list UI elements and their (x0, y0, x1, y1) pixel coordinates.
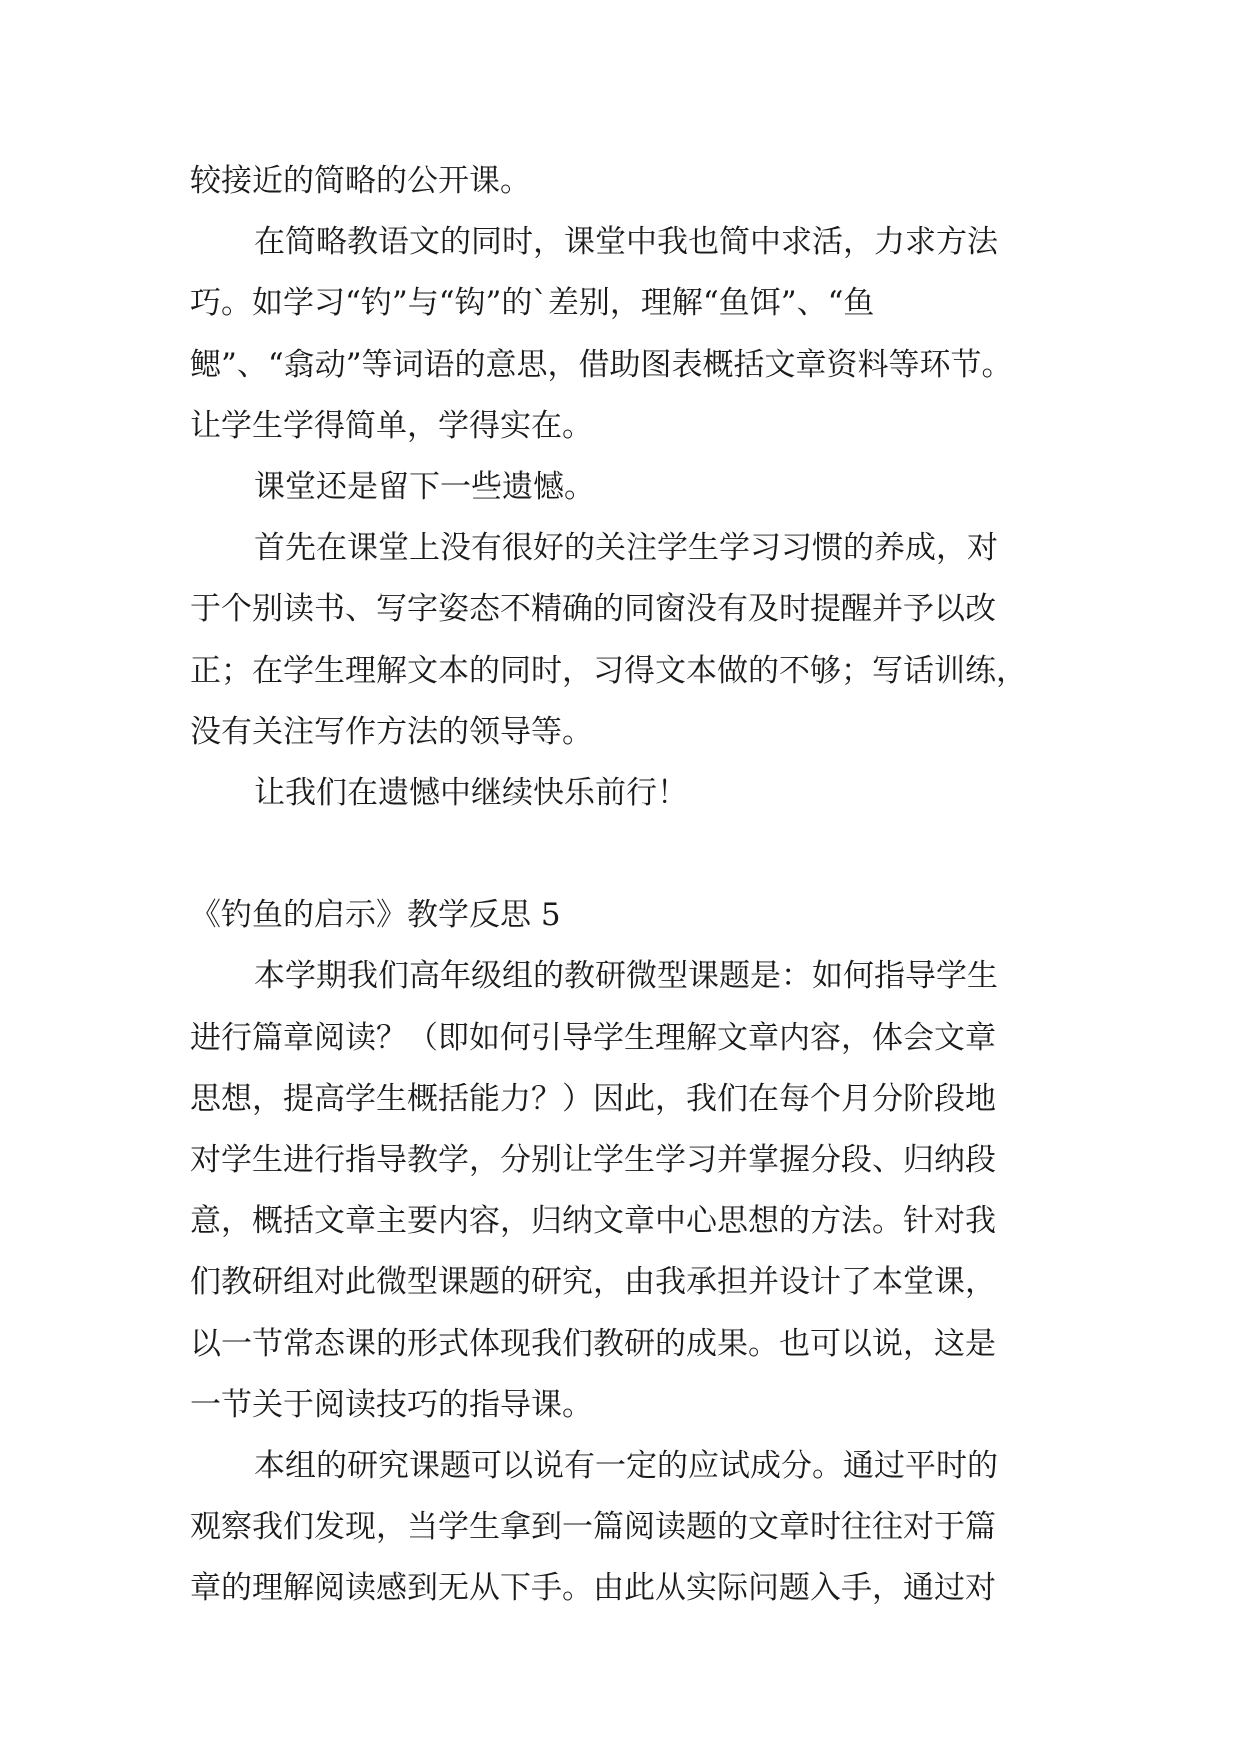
text-line: 观察我们发现，当学生拿到一篇阅读题的文章时往往对于篇 (190, 1509, 996, 1546)
paragraph-start-line: 课堂还是留下一些遗憾。 (254, 468, 595, 505)
text-line: 章的理解阅读感到无从下手。由此从实际问题入手，通过对 (190, 1570, 996, 1607)
paragraph-start-line: 本组的研究课题可以说有一定的应试成分。通过平时的 (254, 1447, 998, 1484)
text-line: 对学生进行指导教学，分别让学生学习并掌握分段、归纳段 (190, 1142, 996, 1178)
text-line: 于个别读书、写字姿态不精确的同窗没有及时提醒并予以改 (190, 591, 996, 628)
text-line: 正；在学生理解文本的同时，习得文本做的不够；写话训练， (190, 652, 1027, 689)
paragraph-start-line: 本学期我们高年级组的教研微型课题是：如何指导学生 (254, 958, 998, 995)
text-line: 让学生学得简单，学得实在。 (190, 407, 593, 444)
text-line: 进行篇章阅读？（即如何引导学生理解文章内容，体会文章 (190, 1019, 996, 1056)
paragraph-start-line: 首先在课堂上没有很好的关注学生学习习惯的养成，对 (254, 530, 998, 567)
text-line: 没有关注写作方法的领导等。 (190, 713, 593, 750)
section-title: 《钓鱼的启示》教学反思 5 (190, 897, 561, 934)
blank-line (190, 824, 1060, 885)
paragraph-start-line: 在简略教语文的同时，课堂中我也简中求活，力求方法 (254, 224, 998, 261)
text-line: 一节关于阅读技巧的指导课。 (190, 1386, 593, 1423)
document-body (190, 151, 1060, 1620)
text-line: 意，概括文章主要内容，归纳文章中心思想的方法。针对我 (190, 1203, 996, 1240)
text-line: 以一节常态课的形式体现我们教研的成果。也可以说，这是 (190, 1325, 996, 1362)
text-line: 较接近的简略的公开课。 (190, 163, 531, 199)
text-line: 们教研组对此微型课题的研究，由我承担并设计了本堂课， (190, 1264, 996, 1301)
paragraph-start-line: 让我们在遗憾中继续快乐前行！ (254, 774, 688, 811)
text-line: 巧。如学习“钓”与“钩”的`差别，理解“鱼饵”、“鱼 (190, 285, 875, 322)
text-line: 鳃”、“翕动”等词语的意思，借助图表概括文章资料等环节。 (190, 346, 1013, 383)
text-line: 思想，提高学生概括能力？）因此，我们在每个月分阶段地 (190, 1080, 996, 1117)
